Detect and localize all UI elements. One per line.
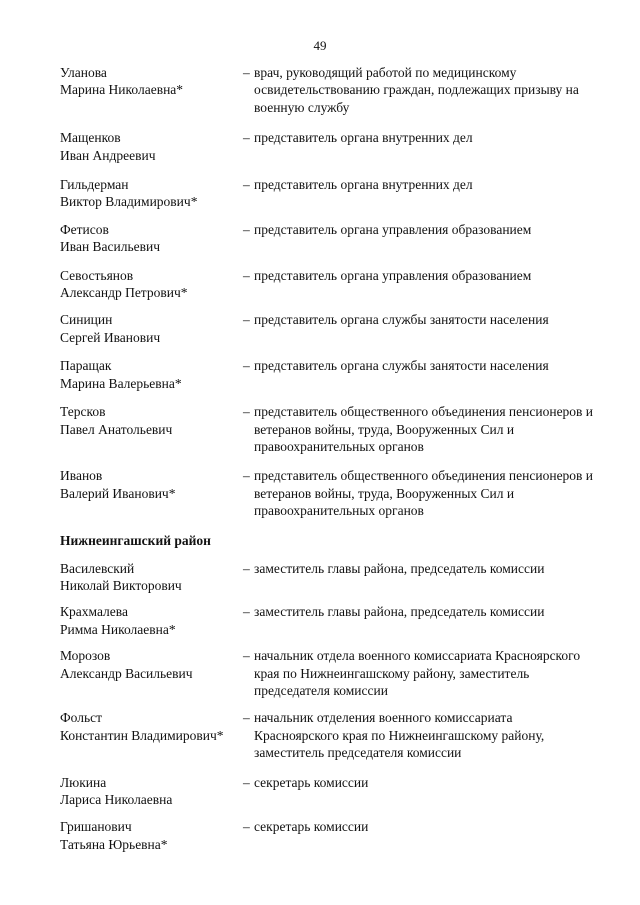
member-name [60,267,243,302]
member-given-name: Александр Васильевич [60,665,193,681]
member-role: секретарь комиссии [254,774,369,790]
member-role: представитель органа внутренних дел [254,130,473,146]
section-title: Нижнеингашский район [60,532,211,548]
member-given-name: Татьяна Юрьевна* [60,836,168,852]
member-name [60,221,243,256]
member-role: начальник отделения военного комиссариата Красноярского края по Нижнеингашскому району, заместитель председателя комиссии [254,710,545,761]
member-name [60,357,243,392]
member-given-name: Римма Николаевна* [60,621,176,637]
member-entry [60,709,600,761]
member-given-name: Марина Валерьевна* [60,375,182,391]
member-name [60,311,243,346]
member-entry [60,603,600,638]
member-entry [60,267,600,302]
member-entry [60,357,600,392]
member-role: представитель органа внутренних дел [254,177,473,193]
member-surname: Гильдерман [60,177,129,193]
member-surname: Люкина [60,774,107,790]
dash: – [243,404,250,420]
dash: – [243,221,250,237]
member-role: представитель органа службы занятости населения [254,358,549,374]
member-given-name: Валерий Иванович* [60,485,176,501]
member-surname: Паращак [60,358,112,374]
member-given-name: Николай Викторович [60,577,182,593]
member-given-name: Павел Анатольевич [60,421,173,437]
member-role: заместитель главы района, председатель комиссии [254,560,545,576]
member-given-name: Виктор Владимирович* [60,194,198,210]
dash: – [243,65,250,80]
member-name [60,647,243,699]
member-role: заместитель главы района, председатель комиссии [254,604,545,620]
member-entry [60,467,600,519]
member-name [60,403,243,455]
member-surname: Василевский [60,560,135,576]
member-entry [60,818,600,853]
member-name [60,176,243,211]
member-surname: Крахмалева [60,604,128,620]
member-entry [60,64,600,116]
member-role: врач, руководящий работой по медицинскому освидетельствованию граждан, подлежащих призыву на военную службу [254,65,579,115]
member-role: начальник отдела военного комиссариата Красноярского края по Нижнеингашскому району, заместитель председателя комиссии [254,648,581,698]
member-surname: Синицин [60,312,113,328]
member-surname: Фольст [60,710,103,726]
member-entry [60,403,600,455]
member-surname: Севостьянов [60,267,134,283]
dash: – [243,130,250,146]
member-name [60,467,243,519]
member-entry [60,311,600,346]
member-surname: Терсков [60,404,106,420]
dash: – [243,312,250,328]
member-given-name: Иван Васильевич [60,239,161,255]
member-name [60,774,243,809]
dash: – [243,819,250,835]
member-name [60,560,243,595]
member-surname: Иванов [60,468,103,484]
member-surname: Фетисов [60,221,109,237]
member-surname: Уланова [60,65,107,80]
member-given-name: Лариса Николаевна [60,792,173,807]
member-surname: Мащенков [60,130,121,146]
dash: – [243,560,250,576]
dash: – [243,710,250,726]
member-name [60,64,243,116]
member-given-name: Константин Владимирович* [60,727,224,743]
member-entry [60,129,600,164]
member-name [60,603,243,638]
dash: – [243,648,250,664]
dash: – [243,177,250,193]
member-role: секретарь комиссии [254,819,369,835]
dash: – [243,358,250,374]
dash: – [243,604,250,620]
member-given-name: Марина Николаевна* [60,82,184,98]
member-name [60,818,243,853]
dash: – [243,468,250,484]
member-surname: Морозов [60,648,111,664]
member-role: представитель общественного объединения пенсионеров и ветеранов войны, труда, Вооруженных Сил и правоохранительных органов [254,404,594,454]
member-role: представитель органа службы занятости населения [254,312,549,328]
member-given-name: Иван Андреевич [60,147,156,163]
member-name [60,709,243,761]
dash: – [243,267,250,283]
member-given-name: Александр Петрович* [60,285,188,301]
member-entry [60,560,600,595]
member-entry [60,774,600,809]
member-role: представитель органа управления образованием [254,221,532,237]
member-role: представитель общественного объединения пенсионеров и ветеранов войны, труда, Вооруженных Сил и правоохранительных органов [254,468,594,519]
member-given-name: Сергей Иванович [60,329,161,345]
member-surname: Гришанович [60,819,132,835]
member-list [60,64,600,853]
page-number: 49 [313,38,327,53]
member-entry [60,647,600,699]
member-name [60,129,243,164]
member-entry [60,176,600,211]
member-entry [60,221,600,256]
dash: – [243,774,250,790]
member-role: представитель органа управления образованием [254,267,532,283]
